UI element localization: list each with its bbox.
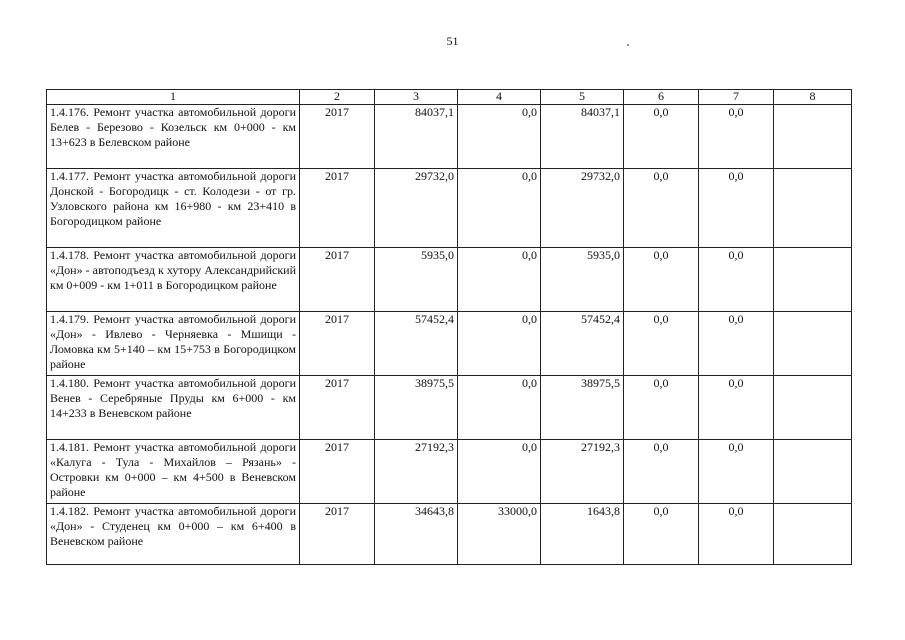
row-col5: 29732,0 xyxy=(541,169,624,248)
header-cell: 8 xyxy=(774,90,852,105)
row-col6: 0,0 xyxy=(624,376,699,440)
row-col3: 27192,3 xyxy=(375,440,458,504)
row-year: 2017 xyxy=(300,248,375,312)
table-row xyxy=(47,248,852,312)
table-row xyxy=(47,440,852,504)
row-col5: 1643,8 xyxy=(541,504,624,565)
row-col4: 0,0 xyxy=(458,248,541,312)
row-col7: 0,0 xyxy=(699,504,774,565)
row-col6: 0,0 xyxy=(624,504,699,565)
page-number: 51 xyxy=(446,34,459,48)
row-description: 1.4.177. Ремонт участка автомобильной дороги Донской - Богородицк - ст. Колодези - от гр. Узловского района км 16+980 - км 23+410 в Богородицком районе xyxy=(47,169,300,248)
budget-table xyxy=(46,89,852,565)
row-year: 2017 xyxy=(300,312,375,376)
row-col8 xyxy=(774,376,852,440)
row-col4: 0,0 xyxy=(458,312,541,376)
row-col6: 0,0 xyxy=(624,440,699,504)
row-col3: 38975,5 xyxy=(375,376,458,440)
header-row xyxy=(47,90,852,105)
header-cell: 4 xyxy=(458,90,541,105)
row-col4: 0,0 xyxy=(458,169,541,248)
row-year: 2017 xyxy=(300,376,375,440)
row-col6: 0,0 xyxy=(624,169,699,248)
row-col8 xyxy=(774,105,852,169)
row-description: 1.4.180. Ремонт участка автомобильной дороги Венев - Серебряные Пруды км 6+000 - км 14+233 в Веневском районе xyxy=(47,376,300,440)
row-col8 xyxy=(774,169,852,248)
row-col3: 84037,1 xyxy=(375,105,458,169)
row-col4: 33000,0 xyxy=(458,504,541,565)
row-col8 xyxy=(774,440,852,504)
scan-speck xyxy=(627,44,629,46)
row-col7: 0,0 xyxy=(699,312,774,376)
row-col3: 34643,8 xyxy=(375,504,458,565)
row-col4: 0,0 xyxy=(458,105,541,169)
row-col3: 57452,4 xyxy=(375,312,458,376)
row-description: 1.4.176. Ремонт участка автомобильной дороги Белев - Березово - Козельск км 0+000 - км 13+623 в Белевском районе xyxy=(47,105,300,169)
row-col8 xyxy=(774,504,852,565)
row-col6: 0,0 xyxy=(624,312,699,376)
row-year: 2017 xyxy=(300,504,375,565)
row-col5: 27192,3 xyxy=(541,440,624,504)
header-cell: 7 xyxy=(699,90,774,105)
row-col7: 0,0 xyxy=(699,169,774,248)
row-year: 2017 xyxy=(300,105,375,169)
row-col5: 57452,4 xyxy=(541,312,624,376)
table-row xyxy=(47,504,852,565)
header-cell: 5 xyxy=(541,90,624,105)
row-col5: 38975,5 xyxy=(541,376,624,440)
row-col7: 0,0 xyxy=(699,376,774,440)
row-col7: 0,0 xyxy=(699,248,774,312)
row-col3: 29732,0 xyxy=(375,169,458,248)
row-description: 1.4.178. Ремонт участка автомобильной дороги «Дон» - автоподъезд к хутору Александрийский км 0+009 - км 1+011 в Богородицком районе xyxy=(47,248,300,312)
row-col4: 0,0 xyxy=(458,376,541,440)
row-col5: 5935,0 xyxy=(541,248,624,312)
row-col7: 0,0 xyxy=(699,440,774,504)
header-cell: 2 xyxy=(300,90,375,105)
row-description: 1.4.181. Ремонт участка автомобильной дороги «Калуга - Тула - Михайлов – Рязань» - Островки км 0+000 – км 4+500 в Веневском районе xyxy=(47,440,300,504)
row-description: 1.4.182. Ремонт участка автомобильной дороги «Дон» - Студенец км 0+000 – км 6+400 в Веневском районе xyxy=(47,504,300,565)
table-row xyxy=(47,312,852,376)
header-cell: 1 xyxy=(47,90,300,105)
table-row xyxy=(47,376,852,440)
row-col3: 5935,0 xyxy=(375,248,458,312)
row-col6: 0,0 xyxy=(624,248,699,312)
row-col7: 0,0 xyxy=(699,105,774,169)
row-year: 2017 xyxy=(300,440,375,504)
header-cell: 6 xyxy=(624,90,699,105)
header-cell: 3 xyxy=(375,90,458,105)
table-row xyxy=(47,169,852,248)
row-col8 xyxy=(774,248,852,312)
row-col6: 0,0 xyxy=(624,105,699,169)
table-row xyxy=(47,105,852,169)
row-description: 1.4.179. Ремонт участка автомобильной дороги «Дон» - Ивлево - Черняевка - Мшищи - Ломовка км 5+140 – км 15+753 в Богородицком районе xyxy=(47,312,300,376)
row-col8 xyxy=(774,312,852,376)
row-col5: 84037,1 xyxy=(541,105,624,169)
row-col4: 0,0 xyxy=(458,440,541,504)
row-year: 2017 xyxy=(300,169,375,248)
